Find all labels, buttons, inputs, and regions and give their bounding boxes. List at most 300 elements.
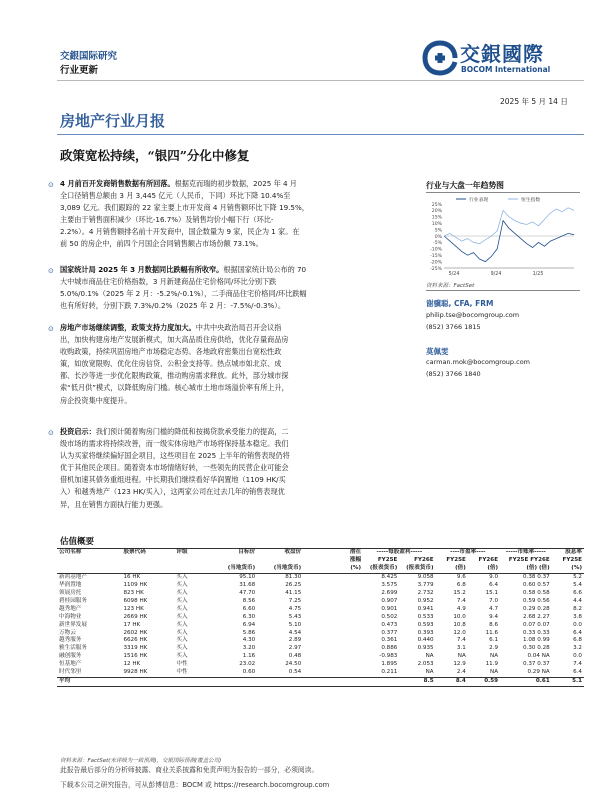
- para-line: 都、长沙等进一步优化限购政策，推动购房需求释放。此外，部分城市探: [60, 371, 289, 381]
- y-tick-label: 0%: [434, 234, 442, 240]
- chart-title: 行业与大盘一年趋势图: [426, 181, 504, 190]
- cell-upside: [303, 645, 363, 653]
- cell-pe2: 2.9: [489, 645, 499, 652]
- footer-download: 下载本公司之研究报告，可从彭博信息：BOCM 或 https://research.bocomgroup.com: [60, 781, 330, 789]
- cell-upside: [303, 606, 363, 614]
- cell-upside: [303, 622, 363, 630]
- avg-cell: 5.1: [552, 678, 584, 687]
- col-rating: 评级: [174, 549, 211, 557]
- cell-upside: [303, 614, 363, 622]
- table-row: [57, 630, 584, 638]
- para-line: 认为买家将继续偏好国企项目，这些项目在 2025 上半年的销售表现仍将: [60, 451, 290, 461]
- cell-company: 万物云: [59, 629, 76, 636]
- para-line: 主要由于销售面积减少（环比-16.7%）及销售均价小幅下行（环比-: [60, 215, 274, 225]
- avg-cell: 8.5: [399, 678, 435, 687]
- table-row: [57, 653, 584, 661]
- unit-c6: (倍): [436, 565, 468, 573]
- table-row: [57, 573, 584, 581]
- cell-company: 时代邻里: [59, 669, 82, 676]
- bullet-icon: ⊙: [48, 429, 54, 437]
- table-row: [57, 622, 584, 630]
- valuation-table: [57, 548, 584, 687]
- avg-cell: [121, 678, 174, 687]
- logo-english-text: BOCOM International: [461, 65, 551, 74]
- para-line: 2.2%）。4 月销售额排名前十开发商中，国企数量为 9 家，民企为 1 家。在: [60, 227, 300, 237]
- cell-dy: 3.2: [573, 645, 582, 652]
- cell-pe2: NA: [490, 653, 499, 660]
- valuation-table-title: 估值概要: [60, 537, 95, 547]
- col-company: 公司名称: [57, 549, 121, 557]
- para-line: 大中城市商品住宅价格指数，3 月新建商品住宅价格同/环比分别下跌: [60, 277, 277, 287]
- cell-pe1: 6.8: [456, 581, 466, 588]
- cell-pe2: 11.9: [485, 661, 499, 668]
- cell-pe1: 10.8: [453, 621, 466, 628]
- cell-code: 6626 HK: [123, 637, 148, 644]
- cell-close: 8.56: [242, 597, 256, 604]
- table-row: [57, 614, 584, 622]
- cell-pe2: 6.4: [489, 581, 499, 588]
- cell-pe1: 7.4: [456, 597, 466, 604]
- y-tick-label: -15%: [430, 254, 442, 259]
- sub-pb2: FY26E: [530, 556, 550, 563]
- cell-eps1: 0.473: [381, 621, 398, 628]
- cell-company: 碧桂园服务: [59, 597, 87, 604]
- cell-pe2: 9.4: [489, 613, 499, 620]
- cell-rating: 买入: [176, 653, 188, 660]
- para-lead: 国家统计局 2025 年 3 月数据同比跌幅有所收窄。: [60, 265, 224, 274]
- sub-eps2: FY26E: [414, 556, 434, 563]
- unit-c9-text: (倍): [539, 564, 550, 571]
- sub-eps1: FY25E: [377, 556, 398, 563]
- cell-rating: 买入: [176, 613, 188, 620]
- cell-eps2: 2.732: [417, 589, 434, 596]
- cell-rating: 买入: [176, 581, 188, 588]
- cell-pb: 0.30 0.28: [523, 645, 550, 652]
- cell-close: 23.02: [239, 661, 256, 668]
- cell-upside: [303, 598, 363, 606]
- unit-c10: (%): [552, 565, 584, 573]
- para-line: 房企投资集中度提升。: [60, 395, 132, 405]
- cell-close: 47.70: [239, 589, 256, 596]
- cell-pb: 0.04 NA: [527, 653, 550, 660]
- cell-target: 4.75: [288, 605, 302, 612]
- cell-rating: 买入: [176, 573, 188, 580]
- cell-eps1: 8.425: [381, 573, 398, 580]
- cell-code: 3319 HK: [123, 645, 148, 652]
- cell-pe2: 4.7: [489, 605, 499, 612]
- unit-c2: (当地货币): [257, 565, 303, 573]
- cell-company: 越秀地产: [59, 605, 82, 612]
- cell-rating: 买入: [176, 645, 188, 652]
- cell-eps1: -0.983: [379, 653, 398, 660]
- cell-rating: 买入: [176, 629, 188, 636]
- cell-dy: 3.8: [573, 613, 582, 620]
- para-line: 前 50 的房企中，前四个月国企合同销售额占市场份额 73.1%。: [60, 239, 263, 249]
- sub-pb1: FY25E: [508, 556, 529, 563]
- cell-upside: [303, 590, 363, 598]
- avg-cell: 平均: [57, 678, 121, 687]
- footer-disclaimer: 此报告最后部分的分析师披露、商业关系披露和免责声明为报告的一部分，必须阅读。: [60, 766, 319, 774]
- table-average-row: [57, 678, 584, 687]
- cell-rating: 买入: [176, 589, 188, 596]
- avg-cell: [303, 678, 363, 687]
- para-lead: 4 月前百开发商销售数据有所回落。: [60, 179, 175, 188]
- cell-company: 新鸿基地产: [59, 573, 87, 580]
- cell-eps2: 0.952: [417, 597, 434, 604]
- para-line: [60, 264, 416, 276]
- series-line-1: [444, 208, 574, 244]
- unit-c3: [303, 565, 363, 573]
- cell-eps2: NA: [425, 669, 434, 676]
- cell-pe2: 6.1: [489, 637, 499, 644]
- cell-eps1: 0.502: [381, 613, 398, 620]
- table-row: [57, 661, 584, 669]
- analyst-name: 谢骥聪, CFA, FRM: [426, 299, 494, 308]
- report-title: 房地产行业月报: [60, 112, 166, 130]
- para-line: 也有所好转，分别下跌 7.3%/0.2%（2025 年 2 月：-7.5%/-0.3%）。: [60, 301, 285, 311]
- cell-pb: 0.37 0.37: [523, 661, 550, 668]
- col-group-dy: 股息率: [552, 549, 584, 557]
- cell-close: 31.68: [239, 581, 256, 588]
- cell-code: 9928 HK: [123, 669, 148, 676]
- cell-target: 5.10: [288, 621, 302, 628]
- bullet-icon: ⊙: [48, 325, 54, 333]
- header-divider: [57, 80, 584, 81]
- cell-eps1: 0.907: [381, 597, 398, 604]
- cell-rating: 买入: [176, 637, 188, 644]
- para-lead: 投资启示：: [60, 427, 96, 436]
- cell-eps2: 0.941: [417, 605, 434, 612]
- cell-pe1: 12.9: [453, 661, 466, 668]
- y-tick-label: -25%: [430, 266, 442, 272]
- para-line: 优于其他民企项目。随着资本市场情绪好转，一些领先的民营企业可能会: [60, 463, 289, 473]
- cell-code: 123 HK: [123, 605, 144, 612]
- cell-upside: [303, 630, 363, 638]
- cell-pe1: NA: [457, 653, 466, 660]
- para-line-rest: 中共中央政治局召开会议指: [195, 323, 282, 332]
- table-row: [57, 645, 584, 653]
- cell-close: 3.20: [242, 645, 256, 652]
- cell-dy: 0.0: [573, 621, 582, 628]
- cell-eps1: 0.886: [381, 645, 398, 652]
- cell-close: 6.30: [242, 613, 256, 620]
- cell-upside: [303, 573, 363, 581]
- cell-pb: 0.58 0.58: [523, 589, 550, 596]
- unit-c3-text: (%): [350, 564, 362, 571]
- para-line: 5.0%/0.1%（2025 年 2 月：-5.2%/-0.1%），二手商品住宅价格同/环比跌幅: [60, 289, 307, 299]
- cell-code: 1516 HK: [123, 653, 148, 660]
- cell-code: 823 HK: [123, 589, 144, 596]
- cell-close: 0.60: [242, 669, 256, 676]
- series-line-0: [444, 221, 574, 262]
- legend-label: 恒生指数: [521, 198, 541, 203]
- cell-upside: [303, 653, 363, 661]
- brand-name: 交銀国际研究: [60, 51, 118, 62]
- cell-target: 0.48: [288, 653, 302, 660]
- cell-upside: [303, 582, 363, 590]
- cell-target: 2.89: [288, 637, 302, 644]
- avg-cell: [257, 678, 303, 687]
- para-line: 级市场的需求将持续改善，而一级实体房地产市场将保持基本稳定。我们: [60, 439, 289, 449]
- para-line: [60, 322, 416, 334]
- cell-pb: 0.29 NA: [527, 669, 550, 676]
- cell-eps2: 3.779: [417, 581, 434, 588]
- cell-close: 1.16: [242, 653, 256, 660]
- cell-dy: 6.8: [573, 637, 582, 644]
- sub-pe2: FY26E: [478, 556, 499, 563]
- cell-code: 6098 HK: [123, 597, 148, 604]
- para-line: 借机加速其债务重组进程。中长期我们继续看好华润置地（1109 HK/买: [60, 475, 286, 485]
- sub-pe1: FY25E: [446, 556, 466, 563]
- cell-pb: 0.60 0.57: [523, 581, 550, 588]
- y-tick-label: 5%: [434, 228, 442, 234]
- cell-eps2: 0.593: [417, 621, 434, 628]
- bullet-icon: ⊙: [48, 267, 54, 275]
- cell-code: 2602 HK: [123, 629, 148, 636]
- cell-company: 越秀服务: [59, 637, 82, 644]
- cell-eps1: 0.377: [381, 629, 398, 636]
- avg-cell: [211, 678, 257, 687]
- para-line: [60, 426, 416, 438]
- cell-company: 领展房托: [59, 589, 82, 596]
- report-category: 行业更新: [60, 65, 99, 76]
- cell-pe2: 15.1: [485, 589, 499, 596]
- cell-eps2: 0.533: [417, 613, 434, 620]
- para-line: 索“低月供”模式，以降低购房门槛。核心城市土地市场溢价率有所上升，: [60, 383, 289, 393]
- legend-label: 行业表现: [469, 198, 489, 203]
- logo-mark-icon: [422, 40, 458, 76]
- cell-target: 4.54: [288, 629, 302, 636]
- cell-dy: 6.4: [573, 629, 582, 636]
- cell-eps2: 0.393: [417, 629, 434, 636]
- cell-eps2: 2.053: [417, 661, 434, 668]
- cell-pe2: 7.0: [489, 597, 499, 604]
- cell-company: 雅生活服务: [59, 645, 87, 652]
- cell-dy: 7.4: [573, 661, 582, 668]
- para-line: 异，且在销售方面执行能力更强。: [60, 499, 168, 509]
- x-tick-label: 1/25: [532, 272, 544, 277]
- analyst-phone: (852) 3766 1815: [426, 323, 481, 331]
- table-row: [57, 598, 584, 606]
- table-header-row: [57, 549, 584, 557]
- cell-code: 16 HK: [123, 573, 141, 580]
- y-tick-label: 10%: [431, 222, 442, 227]
- cell-company: 新世界发展: [59, 621, 87, 628]
- sub-dy1: FY25E: [562, 556, 582, 563]
- cell-dy: 5.4: [573, 581, 582, 588]
- cell-eps2: 9.058: [417, 573, 434, 580]
- cell-pe2: 8.6: [489, 621, 499, 628]
- unit-c8: [500, 565, 552, 573]
- col-group-eps: -----每股盈利-----: [363, 549, 436, 557]
- avg-cell: [363, 678, 399, 687]
- table-row: [57, 606, 584, 614]
- cell-pb: 2.68 2.27: [523, 613, 550, 620]
- cell-eps2: 0.935: [417, 645, 434, 652]
- cell-close: 5.86: [242, 629, 256, 636]
- cell-dy: 5.2: [573, 573, 582, 580]
- table-subheader-row: [57, 557, 584, 565]
- unit-c8-text: (倍): [526, 564, 538, 571]
- cell-target: 41.15: [285, 589, 302, 596]
- cell-dy: 4.4: [573, 597, 582, 604]
- y-tick-label: -20%: [430, 260, 442, 266]
- table-row: [57, 637, 584, 645]
- cell-pe2: 11.6: [485, 629, 499, 636]
- cell-company: 融创服务: [59, 653, 82, 660]
- cell-eps1: 0.901: [381, 605, 398, 612]
- cell-dy: 8.2: [573, 605, 582, 612]
- cell-target: 7.25: [288, 597, 302, 604]
- para-line: [60, 178, 416, 190]
- chart-source: 资料来源：FactSet: [426, 283, 475, 289]
- cell-rating: 买入: [176, 605, 188, 612]
- table-unit-row: [57, 565, 584, 573]
- unit-c7: (倍): [468, 565, 500, 573]
- report-headline: 政策宽松持续，“银四”分化中修复: [60, 148, 250, 163]
- col-upside: 潜在: [303, 549, 363, 557]
- para-lead: 房地产市场继续调整，政策支持力度加大。: [60, 323, 196, 332]
- cell-rating: 买入: [176, 597, 188, 604]
- cell-rating: 中性: [176, 661, 188, 668]
- analyst-email[interactable]: carman.mok@bocomgroup.com: [426, 358, 530, 366]
- cell-company: 华润置地: [59, 581, 82, 588]
- x-tick-label: 5/24: [448, 272, 460, 277]
- cell-pe2: NA: [490, 669, 499, 676]
- para-line: 策，如放宽限购、优化住房信贷、公积金支持等。热点城市如北京、成: [60, 359, 282, 369]
- paragraph-policy: [48, 322, 416, 407]
- para-line: 3,089 亿元。我们跟踪的 22 家主要上市开发商 4 月销售额环比下降 19.5%，: [60, 203, 309, 213]
- col-group-pe: ----市盈率----: [436, 549, 500, 557]
- cell-eps2: NA: [425, 653, 434, 660]
- table-source: 资料来源：FactSet(未评级为一致预测)，交银国际预测(覆盖公司): [60, 758, 222, 764]
- cell-dy: 0.0: [573, 653, 582, 660]
- paragraph-nbs: [48, 264, 416, 312]
- cell-eps1: 0.211: [381, 669, 398, 676]
- cell-pb: 0.29 0.28: [523, 605, 550, 612]
- analyst-phone: (852) 3766 1840: [426, 370, 481, 378]
- col-group-pb: -----市账率-----: [500, 549, 552, 557]
- cell-target: 81.30: [285, 573, 302, 580]
- title-divider: [57, 134, 584, 135]
- cell-company: 中海物业: [59, 613, 82, 620]
- cell-code: 17 HK: [123, 621, 141, 628]
- y-tick-label: -5%: [433, 241, 442, 247]
- cell-pb: 1.08 0.99: [523, 637, 550, 644]
- cell-eps2: 0.440: [417, 637, 434, 644]
- trend-chart: [424, 194, 580, 280]
- report-date: 2025 年 5 月 14 日: [500, 97, 568, 106]
- col-code: 股票代码: [121, 549, 174, 557]
- paragraph-investment: [48, 426, 416, 511]
- cell-target: 24.50: [285, 661, 302, 668]
- cell-dy: 6.4: [573, 669, 582, 676]
- cell-target: 5.43: [288, 613, 302, 620]
- logo-chinese-text: 交銀國際: [460, 42, 544, 66]
- cell-rating: 买入: [176, 621, 188, 628]
- cell-target: 0.54: [288, 669, 302, 676]
- y-tick-label: 20%: [431, 209, 442, 215]
- cell-eps1: 3.575: [381, 581, 398, 588]
- cell-rating: 中性: [176, 669, 188, 676]
- cell-pe1: 15.2: [453, 589, 466, 596]
- cell-code: 12 HK: [123, 661, 141, 668]
- avg-cell: 0.61: [500, 678, 552, 687]
- cell-pb: 0.59 0.56: [523, 597, 550, 604]
- y-tick-label: -10%: [430, 247, 442, 253]
- sub-pb: [500, 557, 552, 565]
- para-line-rest: 根据国家统计局公布的 70: [223, 265, 307, 274]
- para-line-rest: 根据克而瑞的初步数据，2025 年 4 月: [174, 179, 297, 188]
- x-tick-label: 9/24: [490, 272, 502, 277]
- cell-eps1: 0.361: [381, 637, 398, 644]
- cell-dy: 6.6: [573, 589, 582, 596]
- table-row: [57, 669, 584, 677]
- col-target: 收盘价: [257, 549, 303, 557]
- col-close: 目标价: [211, 549, 257, 557]
- cell-upside: [303, 637, 363, 645]
- paragraph-sales: [48, 178, 416, 251]
- cell-target: 26.25: [285, 581, 302, 588]
- para-line: 收购政策，持续巩固房地产市场稳定态势。各地政府密集出台宽松性政: [60, 347, 282, 357]
- para-line: 全口径销售总额由 3 月 3,445 亿元（人民币，下同）环比下降 10.4%至: [60, 191, 291, 201]
- cell-pe1: 4.9: [456, 605, 466, 612]
- y-tick-label: 15%: [431, 215, 442, 221]
- cell-code: 1109 HK: [123, 581, 148, 588]
- cell-pe1: 7.4: [456, 637, 466, 644]
- cell-close: 95.10: [239, 573, 256, 580]
- cell-close: 6.60: [242, 605, 256, 612]
- cell-company: 恒基地产: [59, 661, 82, 668]
- cell-pb: 0.38 0.37: [523, 573, 550, 580]
- unit-c5: (报表货币): [399, 565, 435, 573]
- analyst-email[interactable]: philip.tse@bocomgroup.com: [426, 311, 520, 319]
- para-line-rest: 我们预计随着购房门槛的降低和按揭贷款承受能力的提高，二: [95, 427, 289, 436]
- cell-pe2: 9.0: [489, 573, 499, 580]
- table-row: [57, 590, 584, 598]
- sidebar-divider: [426, 192, 580, 193]
- unit-c4: (报表货币): [363, 565, 399, 573]
- cell-pe1: 12.0: [453, 629, 466, 636]
- cell-pe1: 10.0: [453, 613, 466, 620]
- cell-upside: [303, 661, 363, 669]
- cell-pe1: 2.4: [456, 669, 466, 676]
- cell-eps1: 1.895: [381, 661, 398, 668]
- cell-eps1: 2.699: [381, 589, 398, 596]
- y-tick-label: 25%: [431, 202, 442, 208]
- avg-cell: 8.4: [436, 678, 468, 687]
- analyst-name: 莫佩雯: [426, 347, 449, 356]
- sidebar-divider: [426, 290, 580, 291]
- avg-cell: 0.59: [468, 678, 500, 687]
- para-line: 入）和越秀地产（123 HK/买入），这两家公司在过去几年的销售表现优: [60, 487, 285, 497]
- cell-pb: 0.07 0.07: [523, 621, 550, 628]
- bullet-icon: ⊙: [48, 181, 54, 189]
- cell-close: 4.30: [242, 637, 256, 644]
- avg-cell: [174, 678, 211, 687]
- company-logo: [420, 38, 580, 78]
- para-line: 出，加快构建房地产发展新模式，加大高品质住房供给，优化存量商品房: [60, 335, 289, 345]
- cell-pe1: 9.6: [456, 573, 466, 580]
- cell-target: 2.97: [288, 645, 302, 652]
- cell-code: 2669 HK: [123, 613, 148, 620]
- cell-close: 6.94: [242, 621, 256, 628]
- unit-c1: (当地货币): [211, 565, 257, 573]
- cell-upside: [303, 669, 363, 677]
- table-row: [57, 582, 584, 590]
- sub-up: 涨幅: [349, 556, 362, 563]
- cell-pb: 0.33 0.33: [523, 629, 550, 636]
